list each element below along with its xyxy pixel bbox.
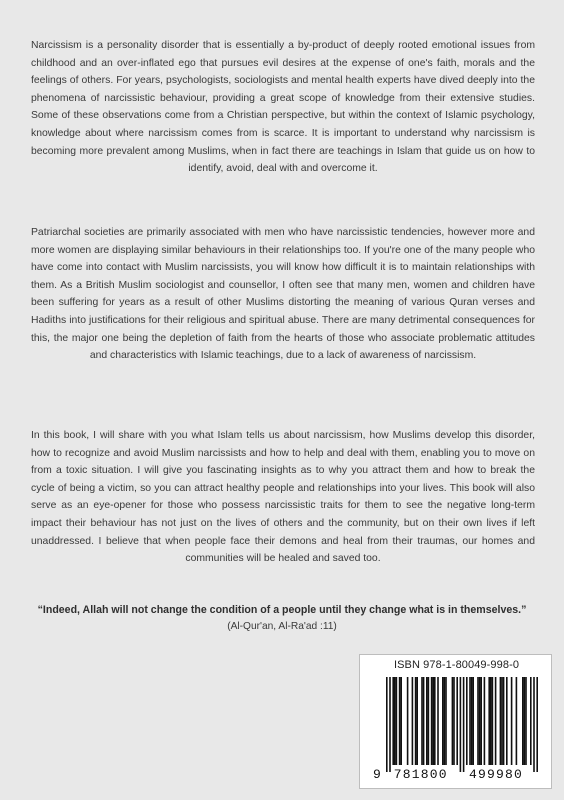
barcode-bar xyxy=(466,677,468,765)
barcode-bar xyxy=(501,677,503,765)
barcode-bar xyxy=(533,677,535,772)
blurb-paragraph-3: In this book, I will share with you what Islam tells us about narcissism, how Muslims develop this disorder, how to recognize and avoid Muslim narcissists and how to help and deal with them, enabling you to move on from a toxic situation. I will give you fascinating insights as to why you attract them and how to break the cycle of being a victim, so you can attract healthy people and relationships into your lives. This book will also serve as an eye-opener for those who possess narcissistic traits for them to see the negative long-term impact their behaviour has not just on the lives of others and the community, but on their own lives if left unaddressed. I believe that when people face their demons and heal from their traumas, our homes and communities will be healed and saved too. xyxy=(31,430,535,565)
barcode-bar xyxy=(426,677,428,765)
quran-quote: “Indeed, Allah will not change the condition of a people until they change what is in themselves.” xyxy=(37,604,527,616)
barcode-bar xyxy=(516,677,518,765)
quote-source: (Al-Qur'an, Al-Ra'ad :11) xyxy=(227,621,337,632)
barcode-bar xyxy=(396,677,398,765)
barcode-digits-left: 781800 xyxy=(393,767,448,782)
barcode-bar xyxy=(488,677,490,765)
barcode-bar xyxy=(456,677,458,765)
barcode-digit-first: 9 xyxy=(373,767,383,782)
barcode-bar xyxy=(524,677,526,765)
barcode-bar xyxy=(386,677,388,772)
barcode-bar xyxy=(453,677,455,765)
barcode-bar xyxy=(525,677,527,765)
barcode-bar xyxy=(536,677,538,772)
barcode-bar xyxy=(400,677,402,765)
blurb-paragraph-2: Patriarchal societies are primarily associated with men who have narcissistic tendencies, however more and more women are displaying similar behaviours in their relationships too. If you're one of the many people who have come into contact with Muslim narcissists, you will know how difficult it is to maintain relationships with them. As a British Muslim sociologist and counsellor, I often see that many men, women and children have been suffering for years as a result of other Muslims distorting the meaning of various Quran verses and Hadiths into justifications for their religious and spiritual abuse. There are many detrimental consequences for this, the major one being the depletion of faith from the hearts of those who associate problematic attitudes and characteristics with Islamic teachings, due to a lack of awareness of narcissism. xyxy=(31,227,535,362)
barcode-bar xyxy=(442,677,444,765)
barcode-bar xyxy=(421,677,423,765)
barcode-bar xyxy=(412,677,414,765)
barcode-bar xyxy=(469,677,471,765)
barcode-bar xyxy=(431,677,433,765)
barcode xyxy=(360,655,553,790)
barcode-bar xyxy=(471,677,473,765)
barcode-bar xyxy=(503,677,505,765)
barcode-bar xyxy=(399,677,401,765)
barcode-bar xyxy=(415,677,417,765)
barcode-bar xyxy=(434,677,436,765)
barcode-bar xyxy=(407,677,409,765)
barcode-bar xyxy=(423,677,425,765)
barcode-bar xyxy=(460,677,462,772)
barcode-bar xyxy=(492,677,494,765)
barcode-bar xyxy=(477,677,479,765)
isbn-label: ISBN 978-1-80049-998-0 xyxy=(393,659,520,671)
barcode-bar xyxy=(484,677,486,765)
barcode-bar xyxy=(522,677,524,765)
barcode-bar xyxy=(506,677,508,765)
isbn-barcode-box xyxy=(359,654,552,789)
barcode-bar xyxy=(444,677,446,765)
barcode-bar xyxy=(495,677,497,765)
barcode-bar xyxy=(416,677,418,765)
barcode-bar xyxy=(445,677,447,765)
barcode-bar xyxy=(392,677,394,765)
barcode-bar xyxy=(428,677,430,765)
barcode-bar xyxy=(437,677,439,765)
barcode-bar xyxy=(452,677,454,765)
barcode-bar xyxy=(472,677,474,765)
barcode-bar xyxy=(463,677,465,772)
barcode-bar xyxy=(480,677,482,765)
barcode-bar xyxy=(394,677,396,765)
barcode-digits-right: 499980 xyxy=(469,767,524,782)
barcode-bar xyxy=(479,677,481,765)
barcode-bar xyxy=(389,677,391,772)
barcode-bar xyxy=(511,677,513,765)
barcode-bar xyxy=(500,677,502,765)
barcode-bar xyxy=(432,677,434,765)
barcode-bar xyxy=(490,677,492,765)
barcode-bar xyxy=(530,677,532,765)
blurb-paragraph-1: Narcissism is a personality disorder that is essentially a by-product of deeply rooted emotional issues from childhood and an over-inflated ego that pursues evil desires at the expense of one's faith, morals and the feelings of others. For years, psychologists, sociologists and mental health experts have dived deeply into the phenomena of narcissistic behaviour, providing a great scope of knowledge from their extensive studies. Some of these observations come from a Christian perspective, but within the context of Islamic psychology, knowledge about where narcissism comes from is scarce. It is important to understand why narcissism is becoming more prevalent among Muslims, when in fact there are teachings in Islam that guide us on how to identify, avoid, deal with and overcome it. xyxy=(31,40,535,175)
